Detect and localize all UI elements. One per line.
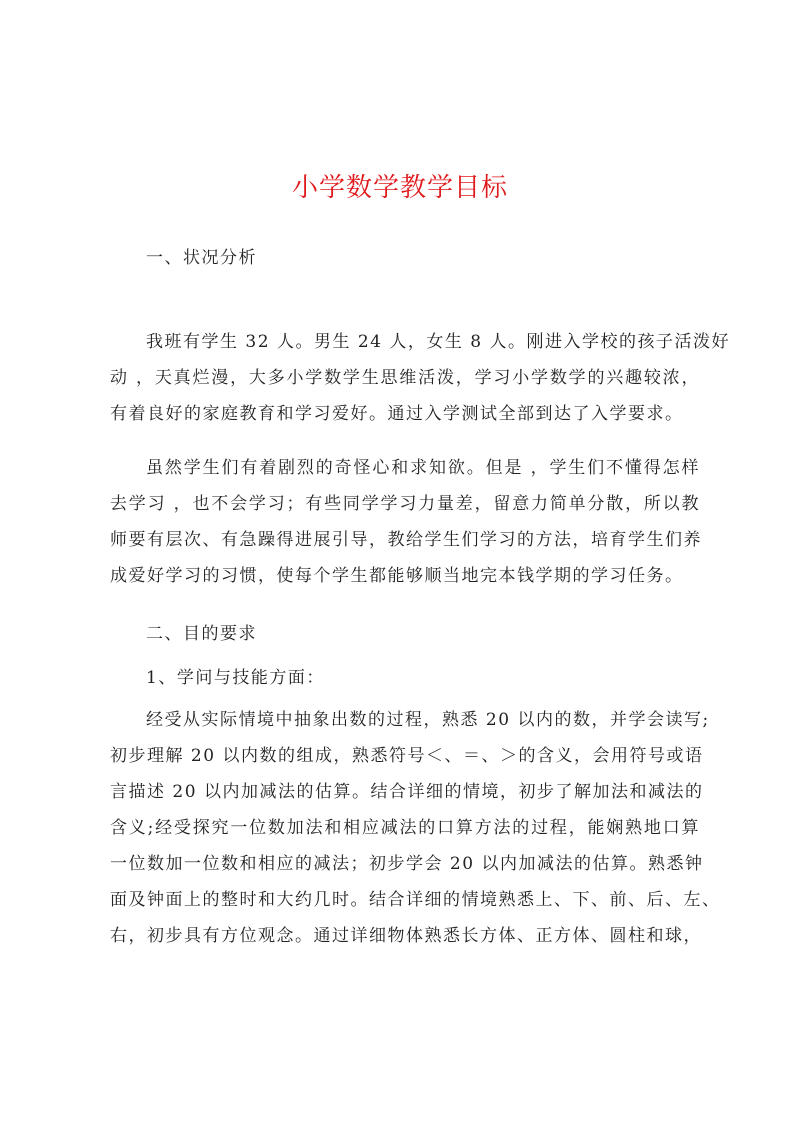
paragraph-line: 动 ，天真烂漫，大多小学数学生思维活泼，学习小学数学的兴趣较浓，	[110, 368, 700, 388]
paragraph-line: 含义;经受探究一位数加法和相应减法的口算方法的过程，能娴熟地口算	[110, 818, 700, 838]
paragraph-line: 一位数加一位数和相应的减法；初步学会 20 以内加减法的估算。熟悉钟	[110, 854, 704, 874]
paragraph-line: 去学习 ，也不会学习；有些同学学习力量差，留意力简单分散，所以教	[110, 494, 700, 514]
paragraph-line: 我班有学生 32 人。男生 24 人，女生 8 人。刚进入学校的孩子活泼好	[146, 332, 731, 352]
paragraph-class-overview	[110, 324, 731, 432]
paragraph-line: 有着良好的家庭教育和学习爱好。通过入学测试全部到达了入学要求。	[110, 404, 684, 424]
paragraph-line: 初步理解 20 以内数的组成，熟悉符号＜、＝、＞的含义，会用符号或语	[110, 746, 704, 766]
section-heading-objectives: 二、目的要求	[146, 624, 257, 644]
paragraph-learning-challenges	[110, 450, 700, 594]
paragraph-knowledge-skills	[110, 702, 721, 954]
paragraph-line: 经受从实际情境中抽象出数的过程，熟悉 20 以内的数，并学会读写;	[146, 710, 710, 730]
paragraph-line: 言描述 20 以内加减法的估算。结合详细的情境，初步了解加法和减法的	[110, 782, 704, 802]
section-heading-situation-analysis: 一、状况分析	[146, 248, 257, 268]
paragraph-line: 成爱好学习的习惯，使每个学生都能够顺当地完本钱学期的学习任务。	[110, 566, 684, 586]
paragraph-line: 右，初步具有方位观念。通过详细物体熟悉长方体、正方体、圆柱和球，	[110, 926, 702, 946]
subheading-knowledge-skills: 1、学问与技能方面：	[146, 668, 325, 688]
document-title: 小学数学教学目标	[291, 173, 508, 203]
paragraph-line: 师要有层次、有急躁得进展引导，教给学生们学习的方法，培育学生们养	[110, 530, 702, 550]
paragraph-line: 虽然学生们有着剧烈的奇怪心和求知欲。但是 ，学生们不懂得怎样	[146, 458, 700, 478]
paragraph-line: 面及钟面上的整时和大约几时。结合详细的情境熟悉上、下、前、后、左、	[110, 890, 721, 910]
